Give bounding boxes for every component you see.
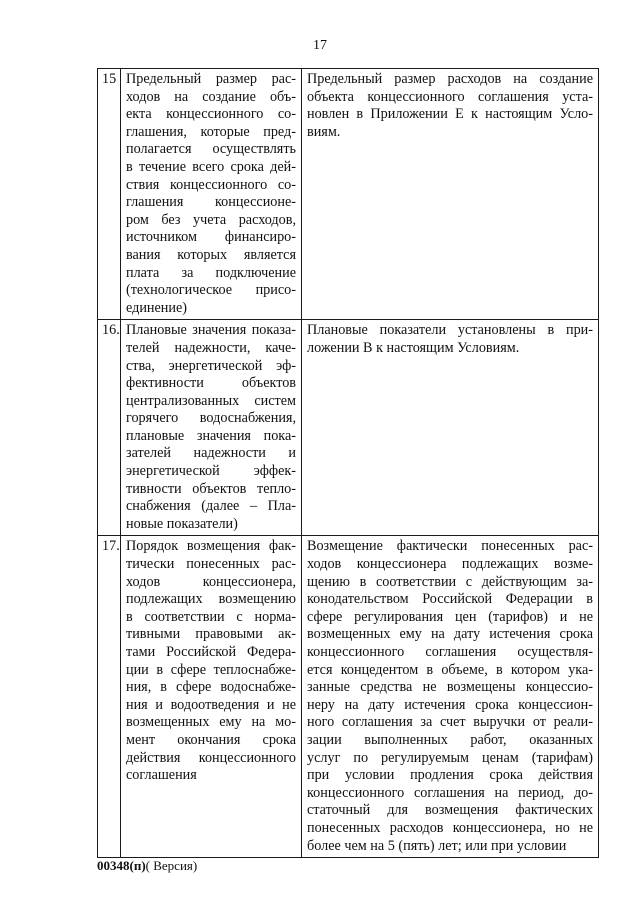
cell-text-line: щению в соответствии с действующим за- <box>307 573 593 590</box>
cell-text-line: возмещенных ему на дату истечения срока <box>307 626 593 643</box>
cell-text-line: ходов концессионера подлежащих возме- <box>307 556 593 573</box>
cell-text-line: объекта концессионного соглашения уста- <box>307 88 593 105</box>
cell-text-line: ется концедентом в объеме, в котором ука- <box>307 661 593 678</box>
cell-text-line: ложении В к настоящим Условиям. <box>307 339 520 356</box>
cell-text-line: в соответствии с норма- <box>126 608 296 625</box>
cell-text-line: Предельный размер расходов на создание <box>307 71 593 87</box>
cell-text-line: энергетической эффек- <box>126 463 296 480</box>
row-value <box>302 69 599 320</box>
cell-text-line: мент окончания срока <box>126 731 296 748</box>
cell-text-line: Плановые значения показа- <box>126 322 296 339</box>
cell-text-line: услуг по регулируемым ценам (тарифам) <box>307 749 593 766</box>
cell-text-line: Возмещение фактически понесенных рас- <box>307 538 593 555</box>
row-description <box>121 69 302 320</box>
cell-text-line: неру на дату истечения срока концессион- <box>307 696 593 713</box>
cell-text-line: более чем на 5 (пять) лет; или при условии <box>307 837 567 854</box>
cell-text-line: ния и водоотведения и не <box>126 696 296 713</box>
row-number: 15 <box>98 69 121 320</box>
cell-text-line: тивности объектов тепло- <box>126 480 296 497</box>
cell-text-line: сфере регулирования цен (тарифов) и не <box>307 608 593 625</box>
table-row <box>98 536 599 858</box>
cell-text-line: в течение всего срока дей- <box>126 158 296 175</box>
cell-text-line: глашения, которые пред- <box>126 123 296 140</box>
cell-text-line: ходов на создание объ- <box>126 88 296 105</box>
cell-text-line: понесенных расходов концессионера, но не <box>307 819 593 836</box>
cell-text-line: плановые значения пока- <box>126 427 296 444</box>
cell-text-line: статочный для возмещения фактических <box>307 802 593 819</box>
cell-text-line: глашения концессионе- <box>126 194 296 211</box>
row-description <box>121 320 302 536</box>
row-description <box>121 536 302 858</box>
cell-text-line: концессионного соглашения осуществля- <box>307 644 593 660</box>
cell-text-line: централизованных систем <box>126 392 296 409</box>
cell-text-line: горячего водоснабжения, <box>126 410 296 427</box>
cell-text-line: виям. <box>307 123 341 140</box>
cell-text-line: ции в сфере теплоснабже- <box>126 661 296 678</box>
page-number: 17 <box>313 38 327 53</box>
cell-text-line: ства, энергетической эф- <box>126 357 296 374</box>
cell-text-line: ствия концессионного со- <box>126 176 296 193</box>
cell-text-line: новые показатели) <box>126 515 238 532</box>
document-code: 00348(п) <box>97 858 146 873</box>
cell-text-line: при условии продления срока действия <box>307 767 593 784</box>
cell-text-line: плата за подключение <box>126 264 296 281</box>
cell-text-line: новлен в Приложении Е к настоящим Усло- <box>307 106 593 123</box>
cell-text-line: (технологическое присо- <box>126 282 296 299</box>
cell-text-line: возмещенных ему на мо- <box>126 714 296 731</box>
table-row <box>98 69 599 320</box>
cell-text-line: екта концессионного со- <box>126 106 296 123</box>
cell-text-line: телей надежности, каче- <box>126 339 296 356</box>
row-value <box>302 536 599 858</box>
cell-text-line: занные средства не возмещены концессио- <box>307 679 593 696</box>
cell-text-line: Предельный размер рас- <box>126 71 296 87</box>
cell-text-line: соглашения <box>126 767 197 784</box>
cell-text-line: тивными правовыми ак- <box>126 626 296 643</box>
cell-text-line: концессионного соглашения на период, до- <box>307 784 593 801</box>
cell-text-line: Порядок возмещения фак- <box>126 538 296 555</box>
cell-text-line: зации выполненных работ, оказанных <box>307 731 593 748</box>
cell-text-line: фективности объектов <box>126 375 296 392</box>
cell-text-line: конодательством Российской Федерации в <box>307 591 593 608</box>
cell-text-line: подлежащих возмещению <box>126 591 296 608</box>
row-value <box>302 320 599 536</box>
document-footer <box>97 858 197 874</box>
document-version: ( Версия) <box>145 858 198 873</box>
table-row <box>98 320 599 536</box>
conditions-table <box>97 68 599 858</box>
cell-text-line: ром без учета расходов, <box>126 211 296 228</box>
table-body <box>98 69 599 858</box>
cell-text-line: тами Российской Федера- <box>126 644 296 660</box>
cell-text-line: действия концессионного <box>126 749 296 766</box>
cell-text-line: зателей надежности и <box>126 445 296 462</box>
cell-text-line: ного соглашения за счет выручки от реали- <box>307 714 593 731</box>
cell-text-line: снабжения (далее – Пла- <box>126 498 296 515</box>
cell-text-line: единение) <box>126 299 188 316</box>
row-number: 17. <box>98 536 121 858</box>
row-number: 16. <box>98 320 121 536</box>
cell-text-line: ходов концессионера, <box>126 573 296 590</box>
cell-text-line: ния, в сфере водоснабже- <box>126 679 296 696</box>
cell-text-line: тически понесенных рас- <box>126 556 296 573</box>
cell-text-line: полагается осуществлять <box>126 141 296 158</box>
cell-text-line: источником финансиро- <box>126 229 296 246</box>
cell-text-line: вания которых является <box>126 246 296 263</box>
cell-text-line: Плановые показатели установлены в при- <box>307 322 593 339</box>
